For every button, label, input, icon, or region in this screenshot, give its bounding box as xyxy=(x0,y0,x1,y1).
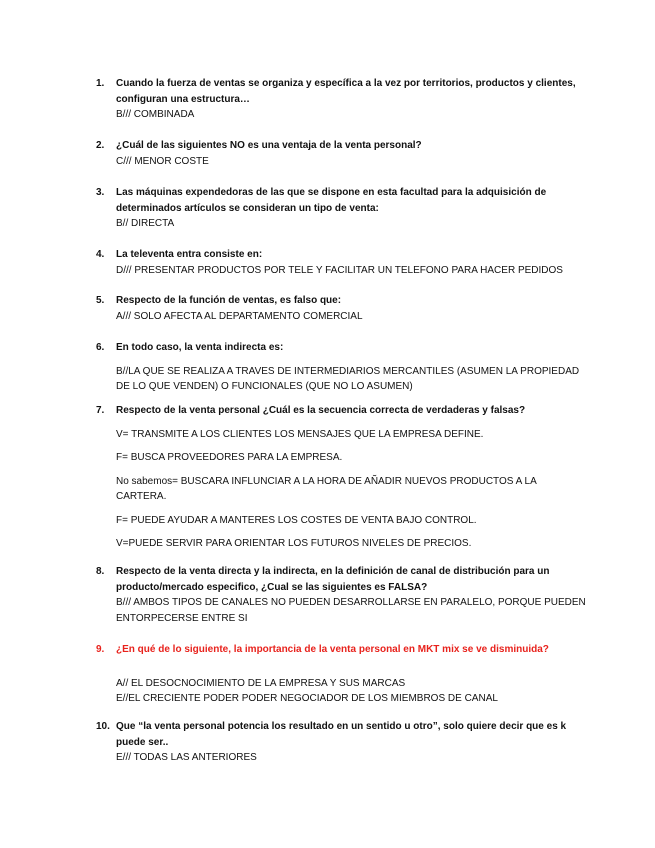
question-number: 3. xyxy=(96,187,105,198)
question-9 xyxy=(96,642,586,707)
answer-line: B/// AMBOS TIPOS DE CANALES NO PUEDEN DESARROLLARSE EN PARALELO, PORQUE PUEDEN ENTORPECERSE ENTRE SI xyxy=(116,597,586,624)
answer-line: D/// PRESENTAR PRODUCTOS POR TELE Y FACILITAR UN TELEFONO PARA HACER PEDIDOS xyxy=(116,264,563,276)
answer-line: C/// MENOR COSTE xyxy=(116,155,209,167)
question-number: 5. xyxy=(96,295,105,306)
answer-line: V=PUEDE SERVIR PARA ORIENTAR LOS FUTUROS NIVELES DE PRECIOS. xyxy=(116,538,472,549)
answer-line: A/// SOLO AFECTA AL DEPARTAMENTO COMERCIAL xyxy=(116,310,363,322)
answer-line: V= TRANSMITE A LOS CLIENTES LOS MENSAJES QUE LA EMPRESA DEFINE. xyxy=(116,428,484,440)
question-number: 1. xyxy=(96,78,105,89)
answer-line: E/// TODAS LAS ANTERIORES xyxy=(116,752,257,763)
answer-line: B/// COMBINADA xyxy=(116,109,195,120)
answer-line: F= BUSCA PROVEEDORES PARA LA EMPRESA. xyxy=(116,452,343,463)
answer-line: No sabemos= BUSCARA INFLUNCIAR A LA HORA DE AÑADIR NUEVOS PRODUCTOS A LA CARTERA. xyxy=(116,475,537,502)
question-text: Las máquinas expendedoras de las que se dispone en esta facultad para la adquisición de determinados artículos se consideran un tipo de venta: xyxy=(116,187,547,214)
question-text: ¿En qué de lo siguiente, la importancia de la venta personal en MKT mix se ve disminuida? xyxy=(116,644,549,655)
question-text: Respecto de la venta personal ¿Cuál es la secuencia correcta de verdaderas y falsas? xyxy=(116,405,526,416)
question-2 xyxy=(96,138,586,169)
question-6 xyxy=(96,340,586,395)
question-8 xyxy=(96,564,586,626)
question-number: 8. xyxy=(96,566,105,577)
answer-line: B// DIRECTA xyxy=(116,218,175,229)
question-text: Respecto de la venta directa y la indirecta, en la definición de canal de distribución para un producto/mercado especifico, ¿Cual se las siguientes es FALSA? xyxy=(116,566,550,593)
question-number: 2. xyxy=(96,140,105,151)
question-number: 7. xyxy=(96,405,105,416)
question-number: 10. xyxy=(96,721,110,732)
question-number: 4. xyxy=(96,249,105,260)
answer-line: A// EL DESOCNOCIMIENTO DE LA EMPRESA Y SUS MARCAS xyxy=(116,677,406,689)
question-7 xyxy=(96,403,586,552)
question-number: 6. xyxy=(96,342,105,353)
question-text: Que “la venta personal potencia los resultado en un sentido u otro”, solo quiere decir que es k puede ser.. xyxy=(116,721,567,748)
question-4 xyxy=(96,247,586,278)
question-text: En todo caso, la venta indirecta es: xyxy=(116,342,284,353)
question-5 xyxy=(96,293,586,324)
question-10 xyxy=(96,719,586,766)
question-3 xyxy=(96,185,586,232)
answer-line: E//EL CRECIENTE PODER PODER NEGOCIADOR DE LOS MIEMBROS DE CANAL xyxy=(116,693,498,704)
question-text: Cuando la fuerza de ventas se organiza y específica a la vez por territorios, productos y clientes, configuran una estructura… xyxy=(116,78,576,105)
question-text: ¿Cuál de las siguientes NO es una ventaja de la venta personal? xyxy=(116,140,422,151)
question-text: La televenta entra consiste en: xyxy=(116,249,263,260)
question-1 xyxy=(96,76,586,123)
question-number: 9. xyxy=(96,644,105,655)
question-text: Respecto de la función de ventas, es falso que: xyxy=(116,295,342,306)
answer-line: B//LA QUE SE REALIZA A TRAVES DE INTERMEDIARIOS MERCANTILES (ASUMEN LA PROPIEDAD DE LO QUE VENDEN) O FUNCIONALES (QUE NO LO ASUMEN) xyxy=(116,365,580,392)
answer-line: F= PUEDE AYUDAR A MANTERES LOS COSTES DE VENTA BAJO CONTROL. xyxy=(116,514,477,526)
